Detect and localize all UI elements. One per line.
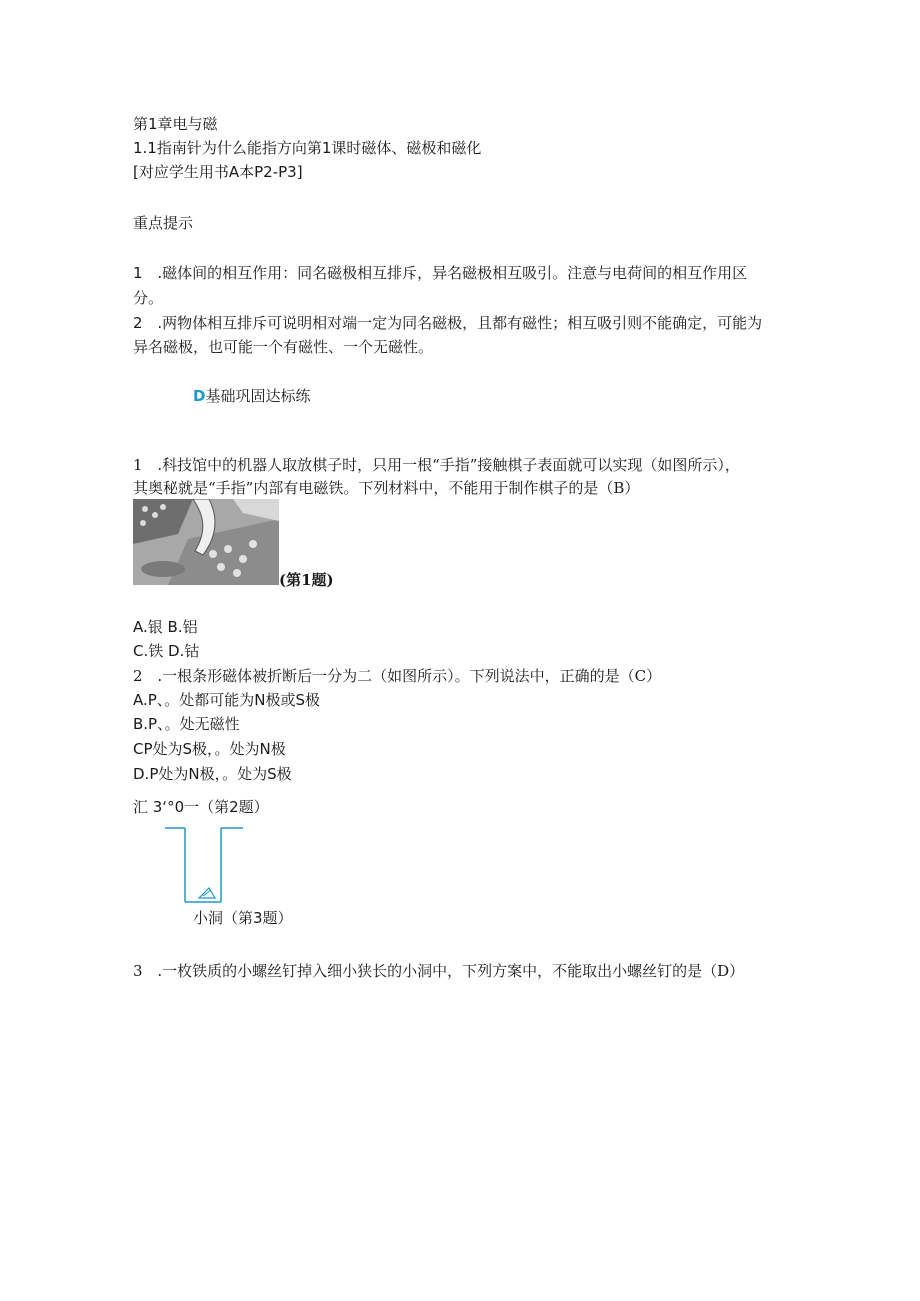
key-point-1-continued: 分。 bbox=[133, 289, 164, 307]
question-2 bbox=[133, 666, 661, 686]
question-1-options-cd: C.铁 D.钴 bbox=[133, 642, 200, 660]
book-reference: [对应学生用书A本P2-P3] bbox=[133, 163, 303, 181]
practice-title: 基础巩固达标练 bbox=[205, 387, 311, 405]
question-1-options-ab: A.银 B.铝 bbox=[133, 618, 198, 636]
key-point-1-number: 1 bbox=[133, 264, 143, 282]
robot-chess-photo-icon bbox=[133, 499, 279, 585]
question-1-number: 1 bbox=[133, 456, 143, 474]
question-1-text: .科技馆中的机器人取放棋子时，只用一根“手指”接触棋子表面就可以实现（如图所示）， bbox=[157, 456, 740, 474]
chapter-title: 第1章电与磁 bbox=[133, 115, 218, 133]
key-point-1 bbox=[133, 263, 747, 283]
question-1 bbox=[133, 455, 740, 475]
question-2-text: .一根条形磁体被折断后一分为二（如图所示）。下列说法中，正确的是（C） bbox=[157, 667, 662, 685]
key-point-2-continued: 异名磁极，也可能一个有磁性、一个无磁性。 bbox=[133, 338, 434, 356]
figure-3-hole-diagram bbox=[165, 826, 245, 910]
practice-marker-icon: D bbox=[193, 387, 206, 405]
key-point-2-text: .两物体相互排斥可说明相对端一定为同名磁极，且都有磁性；相互吸引则不能确定，可能为 bbox=[157, 314, 763, 332]
question-3-text: .一枚铁质的小螺丝钉掉入细小狭长的小洞中，下列方案中，不能取出小螺丝钉的是（D） bbox=[157, 962, 745, 980]
key-point-1-text: .磁体间的相互作用：同名磁极相互排斥，异名磁极相互吸引。注意与电荷间的相互作用区 bbox=[157, 264, 748, 282]
section-title: 1.1指南针为什么能指方向第1课时磁体、磁极和磁化 bbox=[133, 139, 482, 157]
question-2-option-b: B.P、。处无磁性 bbox=[133, 715, 240, 733]
question-3 bbox=[133, 961, 744, 981]
question-2-option-d: D.P处为N极，。处为S极 bbox=[133, 765, 292, 783]
question-2-option-c: CP处为S极，。处为N极 bbox=[133, 740, 286, 758]
question-2-option-a: A.P、。处都可能为N极或S极 bbox=[133, 691, 321, 709]
figure-1-caption: (第1题) bbox=[279, 571, 334, 589]
question-3-number: 3 bbox=[133, 962, 143, 980]
key-points-heading: 重点提示 bbox=[133, 214, 194, 232]
figure-2-caption: 汇 3‘°0一（第2题） bbox=[133, 798, 269, 816]
question-1-photo bbox=[133, 499, 279, 585]
question-1-continued: 其奥秘就是“手指”内部有电磁铁。下列材料中，不能用于制作棋子的是（B） bbox=[133, 479, 640, 497]
narrow-hole-with-screw-icon bbox=[165, 826, 245, 906]
practice-heading bbox=[193, 386, 310, 406]
question-2-number: 2 bbox=[133, 667, 143, 685]
key-point-2 bbox=[133, 313, 762, 333]
key-point-2-number: 2 bbox=[133, 314, 143, 332]
figure-3-caption: 小洞（第3题） bbox=[193, 909, 293, 927]
